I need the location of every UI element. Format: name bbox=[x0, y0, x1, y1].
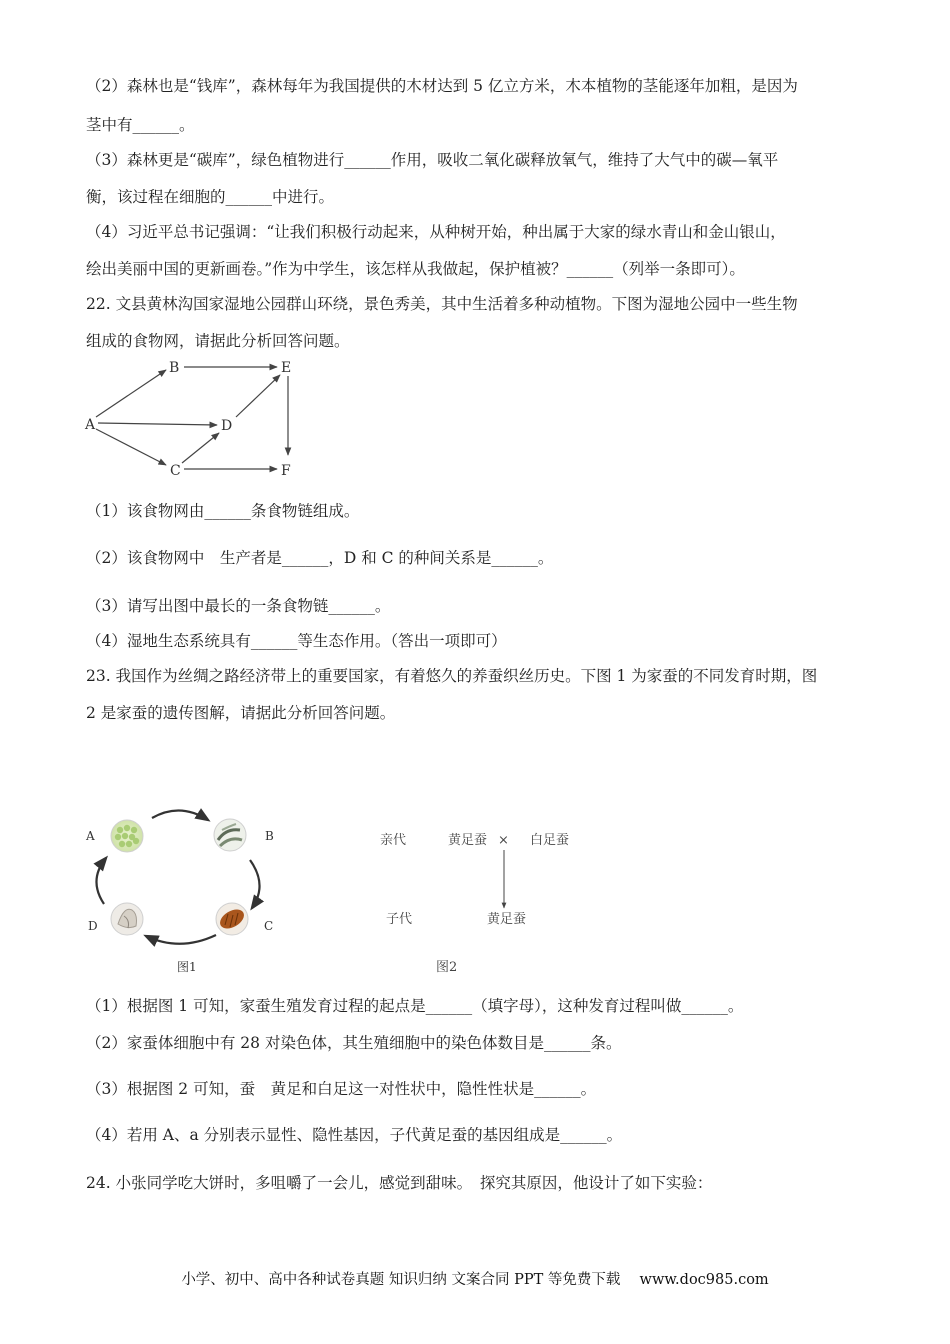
larva-stage-image bbox=[214, 819, 246, 851]
q21-3-line1: （3）森林更是“碳库”，绿色植物进行______作用，吸收二氧化碳释放氧气，维持了大气中的碳—氧平 bbox=[86, 151, 779, 169]
q21-4-line2: 绘出美丽中国的更新画卷。”作为中学生，该怎样从我做起，保护植被？______（列举一条即可）。 bbox=[86, 260, 745, 278]
silkworm-genetic-diagram bbox=[370, 820, 600, 980]
q24-stem: 24. 小张同学吃大饼时，多咀嚼了一会儿，感觉到甜味。 探究其原因，他设计了如下实验： bbox=[86, 1174, 713, 1192]
node-d: D bbox=[221, 418, 233, 434]
fig2-caption: 图2 bbox=[436, 960, 458, 975]
q22-stem-line1: 22. 文县黄林沟国家湿地公园群山环绕，景色秀美，其中生活着多种动植物。下图为湿地公园中一些生物 bbox=[86, 295, 798, 313]
pupa-stage-image bbox=[216, 903, 248, 935]
q21-3-line2: 衡，该过程在细胞的______中进行。 bbox=[86, 188, 335, 206]
node-e: E bbox=[281, 360, 292, 376]
q23-stem-line2: 2 是家蚕的遗传图解，请据此分析回答问题。 bbox=[86, 704, 396, 722]
cycle-arrow-c-d bbox=[146, 935, 216, 944]
q22-3: （3）请写出图中最长的一条食物链______。 bbox=[86, 597, 391, 615]
fig1-label-d: D bbox=[88, 919, 98, 933]
node-a: A bbox=[85, 417, 96, 433]
moth-stage-image bbox=[111, 903, 143, 935]
page-footer: 小学、初中、高中各种试卷真题 知识归纳 文案合同 PPT 等免费下载 www.doc985.com bbox=[181, 1272, 769, 1288]
q21-4-line1: （4）习近平总书记强调：“让我们积极行动起来，从种树开始，种出属于大家的绿水青山和金山银山， bbox=[86, 223, 786, 241]
cycle-arrow-a-b bbox=[152, 810, 208, 820]
fig1-label-b: B bbox=[265, 829, 274, 843]
food-web-diagram bbox=[80, 355, 310, 485]
arrow-a-b bbox=[96, 370, 166, 417]
q23-4: （4）若用 A、a 分别表示显性、隐性基因，子代黄足蚕的基因组成是______。 bbox=[86, 1126, 623, 1144]
arrow-c-d bbox=[182, 433, 219, 463]
node-c: C bbox=[170, 463, 181, 479]
parent-generation-label: 亲代 bbox=[380, 833, 407, 848]
q23-1: （1）根据图 1 可知，家蚕生殖发育过程的起点是______（填字母），这种发育过程叫做______。 bbox=[86, 997, 744, 1015]
offspring-generation-label: 子代 bbox=[386, 912, 413, 927]
fig1-label-c: C bbox=[264, 919, 274, 933]
q22-stem-line2: 组成的食物网，请据此分析回答问题。 bbox=[86, 332, 350, 350]
fig1-caption: 图1 bbox=[177, 960, 197, 974]
q23-stem-line1: 23. 我国作为丝绸之路经济带上的重要国家，有着悠久的养蚕织丝历史。下图 1 为家蚕的不同发育时期，图 bbox=[86, 667, 818, 685]
egg-stage-image bbox=[111, 820, 143, 852]
fig1-label-a: A bbox=[86, 829, 95, 843]
q23-3: （3）根据图 2 可知，蚕 黄足和白足这一对性状中，隐性性状是______。 bbox=[86, 1080, 597, 1098]
node-b: B bbox=[169, 360, 180, 376]
cycle-arrow-b-c bbox=[250, 860, 260, 908]
silkworm-life-cycle-figure bbox=[80, 800, 290, 980]
q22-2: （2）该食物网中 生产者是______，D 和 C 的种间关系是______。 bbox=[86, 549, 554, 567]
q22-1: （1）该食物网由______条食物链组成。 bbox=[86, 502, 360, 520]
q21-2-line1: （2）森林也是“钱库”，森林每年为我国提供的木材达到 5 亿立方米，木本植物的茎能逐年加粗，是因为 bbox=[86, 77, 798, 95]
q23-2: （2）家蚕体细胞中有 28 对染色体，其生殖细胞中的染色体数目是______条。 bbox=[86, 1034, 622, 1052]
q21-2-line2: 茎中有______。 bbox=[86, 116, 195, 134]
arrow-d-e bbox=[236, 375, 280, 417]
arrow-a-c bbox=[96, 429, 166, 465]
parent-a: 黄足蚕 bbox=[448, 833, 488, 848]
offspring: 黄足蚕 bbox=[487, 912, 527, 927]
node-f: F bbox=[281, 463, 291, 479]
arrow-a-d bbox=[98, 423, 217, 425]
cycle-arrow-d-a bbox=[96, 858, 106, 904]
parent-b: 白足蚕 bbox=[530, 833, 570, 848]
q22-4: （4）湿地生态系统具有______等生态作用。（答出一项即可） bbox=[86, 632, 507, 650]
cross-symbol: × bbox=[498, 833, 509, 848]
